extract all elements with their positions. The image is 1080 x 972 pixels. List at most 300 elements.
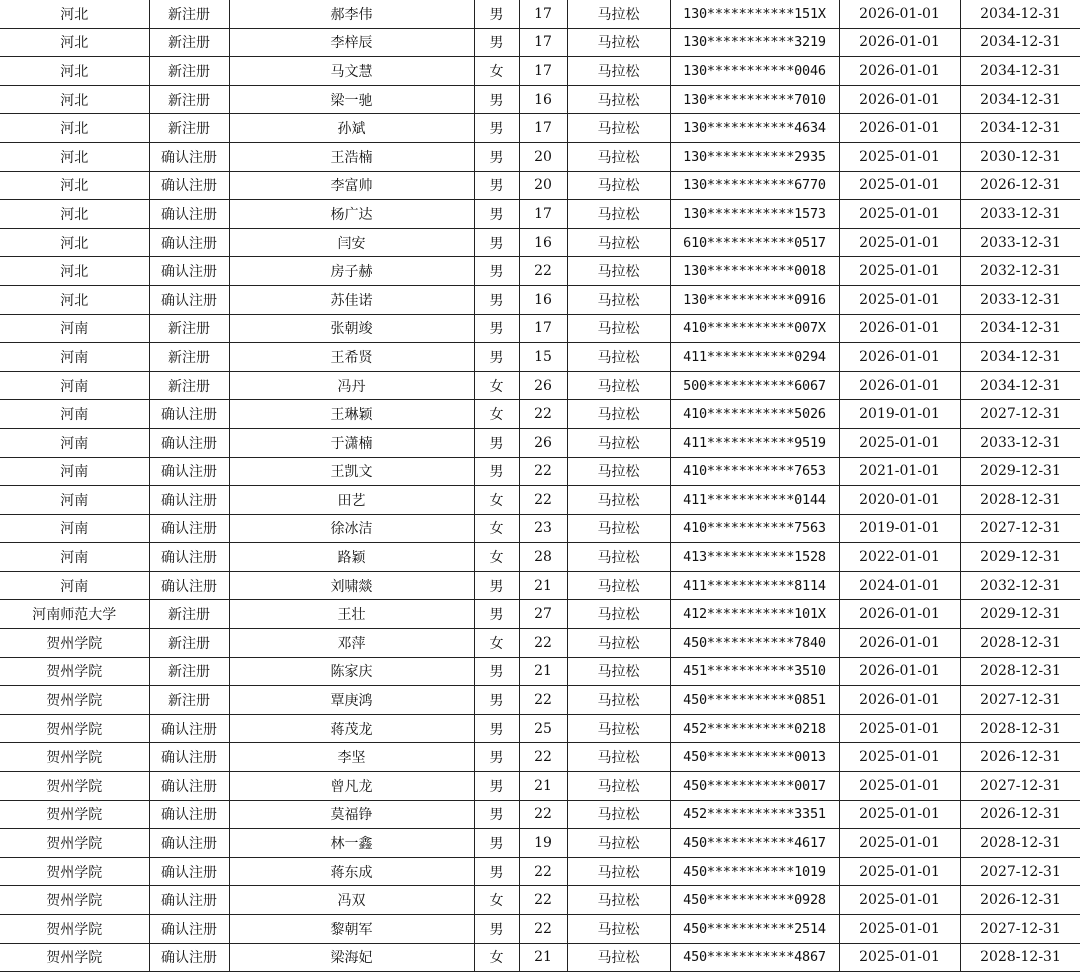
- name-cell: 李富帅: [229, 171, 474, 200]
- name-cell: 田艺: [229, 486, 474, 515]
- start-date-cell: 2026-01-01: [839, 629, 960, 658]
- end-date-cell: 2028-12-31: [960, 486, 1080, 515]
- start-date-cell: 2025-01-01: [839, 743, 960, 772]
- table-row: [0, 686, 1080, 715]
- table-row: [0, 857, 1080, 886]
- event-cell: 马拉松: [567, 714, 670, 743]
- name-cell: 苏佳诺: [229, 285, 474, 314]
- status-cell: 确认注册: [149, 543, 229, 572]
- unit-cell: 贺州学院: [0, 714, 149, 743]
- status-cell: 确认注册: [149, 200, 229, 229]
- status-cell: 确认注册: [149, 714, 229, 743]
- gender-cell: 男: [474, 285, 519, 314]
- name-cell: 郝李伟: [229, 0, 474, 28]
- id-number-cell: 450***********0928: [670, 886, 839, 915]
- gender-cell: 男: [474, 714, 519, 743]
- event-cell: 马拉松: [567, 857, 670, 886]
- age-cell: 25: [519, 714, 567, 743]
- start-date-cell: 2025-01-01: [839, 800, 960, 829]
- table-row: [0, 228, 1080, 257]
- table-row: [0, 114, 1080, 143]
- start-date-cell: 2020-01-01: [839, 486, 960, 515]
- status-cell: 新注册: [149, 114, 229, 143]
- unit-cell: 贺州学院: [0, 629, 149, 658]
- table-row: [0, 486, 1080, 515]
- gender-cell: 女: [474, 886, 519, 915]
- end-date-cell: 2026-12-31: [960, 743, 1080, 772]
- event-cell: 马拉松: [567, 600, 670, 629]
- gender-cell: 女: [474, 943, 519, 972]
- table-row: [0, 829, 1080, 858]
- age-cell: 22: [519, 400, 567, 429]
- name-cell: 陈家庆: [229, 657, 474, 686]
- event-cell: 马拉松: [567, 85, 670, 114]
- unit-cell: 贺州学院: [0, 915, 149, 944]
- start-date-cell: 2025-01-01: [839, 714, 960, 743]
- event-cell: 马拉松: [567, 285, 670, 314]
- status-cell: 新注册: [149, 600, 229, 629]
- unit-cell: 河北: [0, 57, 149, 86]
- id-number-cell: 450***********7840: [670, 629, 839, 658]
- event-cell: 马拉松: [567, 514, 670, 543]
- unit-cell: 河南: [0, 543, 149, 572]
- status-cell: 新注册: [149, 28, 229, 57]
- gender-cell: 男: [474, 915, 519, 944]
- status-cell: 确认注册: [149, 171, 229, 200]
- end-date-cell: 2027-12-31: [960, 514, 1080, 543]
- table-row: [0, 600, 1080, 629]
- unit-cell: 河北: [0, 171, 149, 200]
- status-cell: 确认注册: [149, 428, 229, 457]
- status-cell: 确认注册: [149, 285, 229, 314]
- status-cell: 确认注册: [149, 829, 229, 858]
- age-cell: 26: [519, 371, 567, 400]
- id-number-cell: 130***********0018: [670, 257, 839, 286]
- end-date-cell: 2030-12-31: [960, 142, 1080, 171]
- start-date-cell: 2026-01-01: [839, 0, 960, 28]
- name-cell: 蒋茂龙: [229, 714, 474, 743]
- end-date-cell: 2029-12-31: [960, 457, 1080, 486]
- name-cell: 林一鑫: [229, 829, 474, 858]
- gender-cell: 女: [474, 400, 519, 429]
- end-date-cell: 2027-12-31: [960, 400, 1080, 429]
- gender-cell: 女: [474, 57, 519, 86]
- event-cell: 马拉松: [567, 171, 670, 200]
- event-cell: 马拉松: [567, 457, 670, 486]
- event-cell: 马拉松: [567, 371, 670, 400]
- gender-cell: 男: [474, 142, 519, 171]
- gender-cell: 女: [474, 543, 519, 572]
- id-number-cell: 413***********1528: [670, 543, 839, 572]
- age-cell: 17: [519, 0, 567, 28]
- event-cell: 马拉松: [567, 400, 670, 429]
- status-cell: 确认注册: [149, 886, 229, 915]
- event-cell: 马拉松: [567, 314, 670, 343]
- start-date-cell: 2025-01-01: [839, 943, 960, 972]
- unit-cell: 河南: [0, 428, 149, 457]
- gender-cell: 男: [474, 257, 519, 286]
- unit-cell: 河南: [0, 571, 149, 600]
- table-row: [0, 772, 1080, 801]
- name-cell: 李坚: [229, 743, 474, 772]
- start-date-cell: 2025-01-01: [839, 228, 960, 257]
- id-number-cell: 450***********4867: [670, 943, 839, 972]
- table-row: [0, 714, 1080, 743]
- id-number-cell: 450***********1019: [670, 857, 839, 886]
- gender-cell: 男: [474, 800, 519, 829]
- id-number-cell: 450***********0017: [670, 772, 839, 801]
- end-date-cell: 2034-12-31: [960, 371, 1080, 400]
- event-cell: 马拉松: [567, 0, 670, 28]
- end-date-cell: 2033-12-31: [960, 285, 1080, 314]
- end-date-cell: 2028-12-31: [960, 943, 1080, 972]
- unit-cell: 贺州学院: [0, 886, 149, 915]
- gender-cell: 男: [474, 457, 519, 486]
- id-number-cell: 410***********7563: [670, 514, 839, 543]
- end-date-cell: 2028-12-31: [960, 629, 1080, 658]
- gender-cell: 男: [474, 772, 519, 801]
- gender-cell: 男: [474, 571, 519, 600]
- age-cell: 16: [519, 228, 567, 257]
- age-cell: 22: [519, 457, 567, 486]
- end-date-cell: 2034-12-31: [960, 114, 1080, 143]
- age-cell: 21: [519, 943, 567, 972]
- name-cell: 王壮: [229, 600, 474, 629]
- status-cell: 确认注册: [149, 772, 229, 801]
- age-cell: 15: [519, 343, 567, 372]
- status-cell: 新注册: [149, 85, 229, 114]
- status-cell: 新注册: [149, 371, 229, 400]
- id-number-cell: 500***********6067: [670, 371, 839, 400]
- event-cell: 马拉松: [567, 428, 670, 457]
- id-number-cell: 130***********0046: [670, 57, 839, 86]
- name-cell: 覃庚鸿: [229, 686, 474, 715]
- start-date-cell: 2026-01-01: [839, 686, 960, 715]
- age-cell: 27: [519, 600, 567, 629]
- name-cell: 闫安: [229, 228, 474, 257]
- start-date-cell: 2025-01-01: [839, 428, 960, 457]
- table-row: [0, 142, 1080, 171]
- event-cell: 马拉松: [567, 57, 670, 86]
- unit-cell: 河北: [0, 228, 149, 257]
- name-cell: 张朝竣: [229, 314, 474, 343]
- unit-cell: 贺州学院: [0, 800, 149, 829]
- start-date-cell: 2025-01-01: [839, 886, 960, 915]
- name-cell: 李梓辰: [229, 28, 474, 57]
- age-cell: 20: [519, 171, 567, 200]
- table-row: [0, 915, 1080, 944]
- gender-cell: 男: [474, 171, 519, 200]
- end-date-cell: 2029-12-31: [960, 600, 1080, 629]
- name-cell: 杨广达: [229, 200, 474, 229]
- unit-cell: 河南: [0, 314, 149, 343]
- table-row: [0, 428, 1080, 457]
- name-cell: 王琳颖: [229, 400, 474, 429]
- id-number-cell: 130***********3219: [670, 28, 839, 57]
- id-number-cell: 130***********6770: [670, 171, 839, 200]
- id-number-cell: 410***********5026: [670, 400, 839, 429]
- event-cell: 马拉松: [567, 200, 670, 229]
- event-cell: 马拉松: [567, 257, 670, 286]
- age-cell: 22: [519, 629, 567, 658]
- id-number-cell: 450***********0851: [670, 686, 839, 715]
- table-row: [0, 200, 1080, 229]
- start-date-cell: 2026-01-01: [839, 371, 960, 400]
- unit-cell: 河南: [0, 400, 149, 429]
- age-cell: 17: [519, 114, 567, 143]
- name-cell: 梁一驰: [229, 85, 474, 114]
- table-row: [0, 629, 1080, 658]
- id-number-cell: 610***********0517: [670, 228, 839, 257]
- age-cell: 28: [519, 543, 567, 572]
- id-number-cell: 410***********007X: [670, 314, 839, 343]
- table-row: [0, 371, 1080, 400]
- gender-cell: 男: [474, 600, 519, 629]
- name-cell: 刘啸燚: [229, 571, 474, 600]
- name-cell: 邓萍: [229, 629, 474, 658]
- status-cell: 确认注册: [149, 800, 229, 829]
- unit-cell: 河北: [0, 28, 149, 57]
- name-cell: 孙斌: [229, 114, 474, 143]
- unit-cell: 贺州学院: [0, 943, 149, 972]
- age-cell: 17: [519, 57, 567, 86]
- age-cell: 17: [519, 28, 567, 57]
- name-cell: 莫福铮: [229, 800, 474, 829]
- unit-cell: 河北: [0, 85, 149, 114]
- gender-cell: 男: [474, 228, 519, 257]
- event-cell: 马拉松: [567, 28, 670, 57]
- unit-cell: 河南: [0, 486, 149, 515]
- unit-cell: 贺州学院: [0, 686, 149, 715]
- gender-cell: 男: [474, 0, 519, 28]
- age-cell: 21: [519, 657, 567, 686]
- age-cell: 22: [519, 743, 567, 772]
- start-date-cell: 2026-01-01: [839, 57, 960, 86]
- unit-cell: 河北: [0, 257, 149, 286]
- table-row: [0, 543, 1080, 572]
- gender-cell: 男: [474, 28, 519, 57]
- event-cell: 马拉松: [567, 142, 670, 171]
- table-row: [0, 257, 1080, 286]
- id-number-cell: 130***********2935: [670, 142, 839, 171]
- gender-cell: 男: [474, 428, 519, 457]
- start-date-cell: 2025-01-01: [839, 772, 960, 801]
- start-date-cell: 2025-01-01: [839, 857, 960, 886]
- unit-cell: 贺州学院: [0, 743, 149, 772]
- event-cell: 马拉松: [567, 800, 670, 829]
- age-cell: 22: [519, 486, 567, 515]
- status-cell: 新注册: [149, 0, 229, 28]
- id-number-cell: 451***********3510: [670, 657, 839, 686]
- event-cell: 马拉松: [567, 915, 670, 944]
- unit-cell: 贺州学院: [0, 772, 149, 801]
- unit-cell: 贺州学院: [0, 857, 149, 886]
- start-date-cell: 2025-01-01: [839, 915, 960, 944]
- status-cell: 新注册: [149, 314, 229, 343]
- unit-cell: 贺州学院: [0, 829, 149, 858]
- age-cell: 21: [519, 571, 567, 600]
- unit-cell: 河南: [0, 457, 149, 486]
- start-date-cell: 2026-01-01: [839, 657, 960, 686]
- table-row: [0, 28, 1080, 57]
- end-date-cell: 2026-12-31: [960, 886, 1080, 915]
- event-cell: 马拉松: [567, 829, 670, 858]
- start-date-cell: 2025-01-01: [839, 142, 960, 171]
- start-date-cell: 2026-01-01: [839, 600, 960, 629]
- table-row: [0, 886, 1080, 915]
- id-number-cell: 130***********1573: [670, 200, 839, 229]
- start-date-cell: 2026-01-01: [839, 343, 960, 372]
- table-row: [0, 57, 1080, 86]
- table-row: [0, 943, 1080, 972]
- gender-cell: 男: [474, 829, 519, 858]
- end-date-cell: 2034-12-31: [960, 57, 1080, 86]
- id-number-cell: 450***********4617: [670, 829, 839, 858]
- event-cell: 马拉松: [567, 772, 670, 801]
- table-row: [0, 800, 1080, 829]
- end-date-cell: 2034-12-31: [960, 85, 1080, 114]
- unit-cell: 河北: [0, 142, 149, 171]
- table-row: [0, 0, 1080, 28]
- start-date-cell: 2026-01-01: [839, 114, 960, 143]
- id-number-cell: 410***********7653: [670, 457, 839, 486]
- table-row: [0, 743, 1080, 772]
- status-cell: 确认注册: [149, 486, 229, 515]
- name-cell: 马文慧: [229, 57, 474, 86]
- event-cell: 马拉松: [567, 743, 670, 772]
- gender-cell: 男: [474, 857, 519, 886]
- age-cell: 23: [519, 514, 567, 543]
- gender-cell: 男: [474, 114, 519, 143]
- id-number-cell: 411***********0294: [670, 343, 839, 372]
- start-date-cell: 2019-01-01: [839, 514, 960, 543]
- gender-cell: 男: [474, 314, 519, 343]
- table-row: [0, 343, 1080, 372]
- status-cell: 确认注册: [149, 142, 229, 171]
- age-cell: 20: [519, 142, 567, 171]
- gender-cell: 男: [474, 686, 519, 715]
- end-date-cell: 2028-12-31: [960, 657, 1080, 686]
- event-cell: 马拉松: [567, 657, 670, 686]
- unit-cell: 河北: [0, 114, 149, 143]
- start-date-cell: 2025-01-01: [839, 171, 960, 200]
- status-cell: 新注册: [149, 629, 229, 658]
- end-date-cell: 2034-12-31: [960, 343, 1080, 372]
- end-date-cell: 2027-12-31: [960, 857, 1080, 886]
- unit-cell: 河北: [0, 200, 149, 229]
- gender-cell: 女: [474, 486, 519, 515]
- end-date-cell: 2027-12-31: [960, 686, 1080, 715]
- end-date-cell: 2026-12-31: [960, 171, 1080, 200]
- status-cell: 确认注册: [149, 257, 229, 286]
- start-date-cell: 2025-01-01: [839, 285, 960, 314]
- table-row: [0, 514, 1080, 543]
- event-cell: 马拉松: [567, 571, 670, 600]
- end-date-cell: 2034-12-31: [960, 314, 1080, 343]
- name-cell: 蒋东成: [229, 857, 474, 886]
- id-number-cell: 411***********9519: [670, 428, 839, 457]
- age-cell: 22: [519, 686, 567, 715]
- event-cell: 马拉松: [567, 886, 670, 915]
- table-row: [0, 400, 1080, 429]
- id-number-cell: 130***********0916: [670, 285, 839, 314]
- status-cell: 确认注册: [149, 857, 229, 886]
- age-cell: 22: [519, 915, 567, 944]
- status-cell: 确认注册: [149, 571, 229, 600]
- event-cell: 马拉松: [567, 486, 670, 515]
- end-date-cell: 2026-12-31: [960, 800, 1080, 829]
- event-cell: 马拉松: [567, 629, 670, 658]
- age-cell: 22: [519, 257, 567, 286]
- start-date-cell: 2019-01-01: [839, 400, 960, 429]
- start-date-cell: 2025-01-01: [839, 200, 960, 229]
- table-row: [0, 457, 1080, 486]
- end-date-cell: 2027-12-31: [960, 772, 1080, 801]
- end-date-cell: 2028-12-31: [960, 829, 1080, 858]
- table-row: [0, 285, 1080, 314]
- unit-cell: 河南师范大学: [0, 600, 149, 629]
- table-row: [0, 314, 1080, 343]
- end-date-cell: 2032-12-31: [960, 257, 1080, 286]
- gender-cell: 男: [474, 85, 519, 114]
- table-row: [0, 171, 1080, 200]
- age-cell: 17: [519, 314, 567, 343]
- end-date-cell: 2028-12-31: [960, 714, 1080, 743]
- end-date-cell: 2032-12-31: [960, 571, 1080, 600]
- start-date-cell: 2021-01-01: [839, 457, 960, 486]
- end-date-cell: 2033-12-31: [960, 428, 1080, 457]
- name-cell: 徐冰洁: [229, 514, 474, 543]
- gender-cell: 男: [474, 743, 519, 772]
- event-cell: 马拉松: [567, 943, 670, 972]
- status-cell: 新注册: [149, 343, 229, 372]
- name-cell: 王希贤: [229, 343, 474, 372]
- start-date-cell: 2024-01-01: [839, 571, 960, 600]
- event-cell: 马拉松: [567, 543, 670, 572]
- start-date-cell: 2025-01-01: [839, 257, 960, 286]
- id-number-cell: 450***********0013: [670, 743, 839, 772]
- start-date-cell: 2026-01-01: [839, 28, 960, 57]
- start-date-cell: 2025-01-01: [839, 829, 960, 858]
- end-date-cell: 2034-12-31: [960, 0, 1080, 28]
- name-cell: 王浩楠: [229, 142, 474, 171]
- unit-cell: 河北: [0, 285, 149, 314]
- status-cell: 确认注册: [149, 514, 229, 543]
- start-date-cell: 2026-01-01: [839, 314, 960, 343]
- id-number-cell: 411***********8114: [670, 571, 839, 600]
- end-date-cell: 2033-12-31: [960, 200, 1080, 229]
- age-cell: 22: [519, 886, 567, 915]
- status-cell: 确认注册: [149, 743, 229, 772]
- name-cell: 王凯文: [229, 457, 474, 486]
- event-cell: 马拉松: [567, 343, 670, 372]
- event-cell: 马拉松: [567, 114, 670, 143]
- name-cell: 冯双: [229, 886, 474, 915]
- id-number-cell: 412***********101X: [670, 600, 839, 629]
- age-cell: 19: [519, 829, 567, 858]
- id-number-cell: 130***********7010: [670, 85, 839, 114]
- age-cell: 26: [519, 428, 567, 457]
- age-cell: 22: [519, 857, 567, 886]
- table-row: [0, 571, 1080, 600]
- id-number-cell: 450***********2514: [670, 915, 839, 944]
- unit-cell: 河南: [0, 514, 149, 543]
- status-cell: 确认注册: [149, 457, 229, 486]
- start-date-cell: 2022-01-01: [839, 543, 960, 572]
- name-cell: 冯丹: [229, 371, 474, 400]
- event-cell: 马拉松: [567, 686, 670, 715]
- end-date-cell: 2029-12-31: [960, 543, 1080, 572]
